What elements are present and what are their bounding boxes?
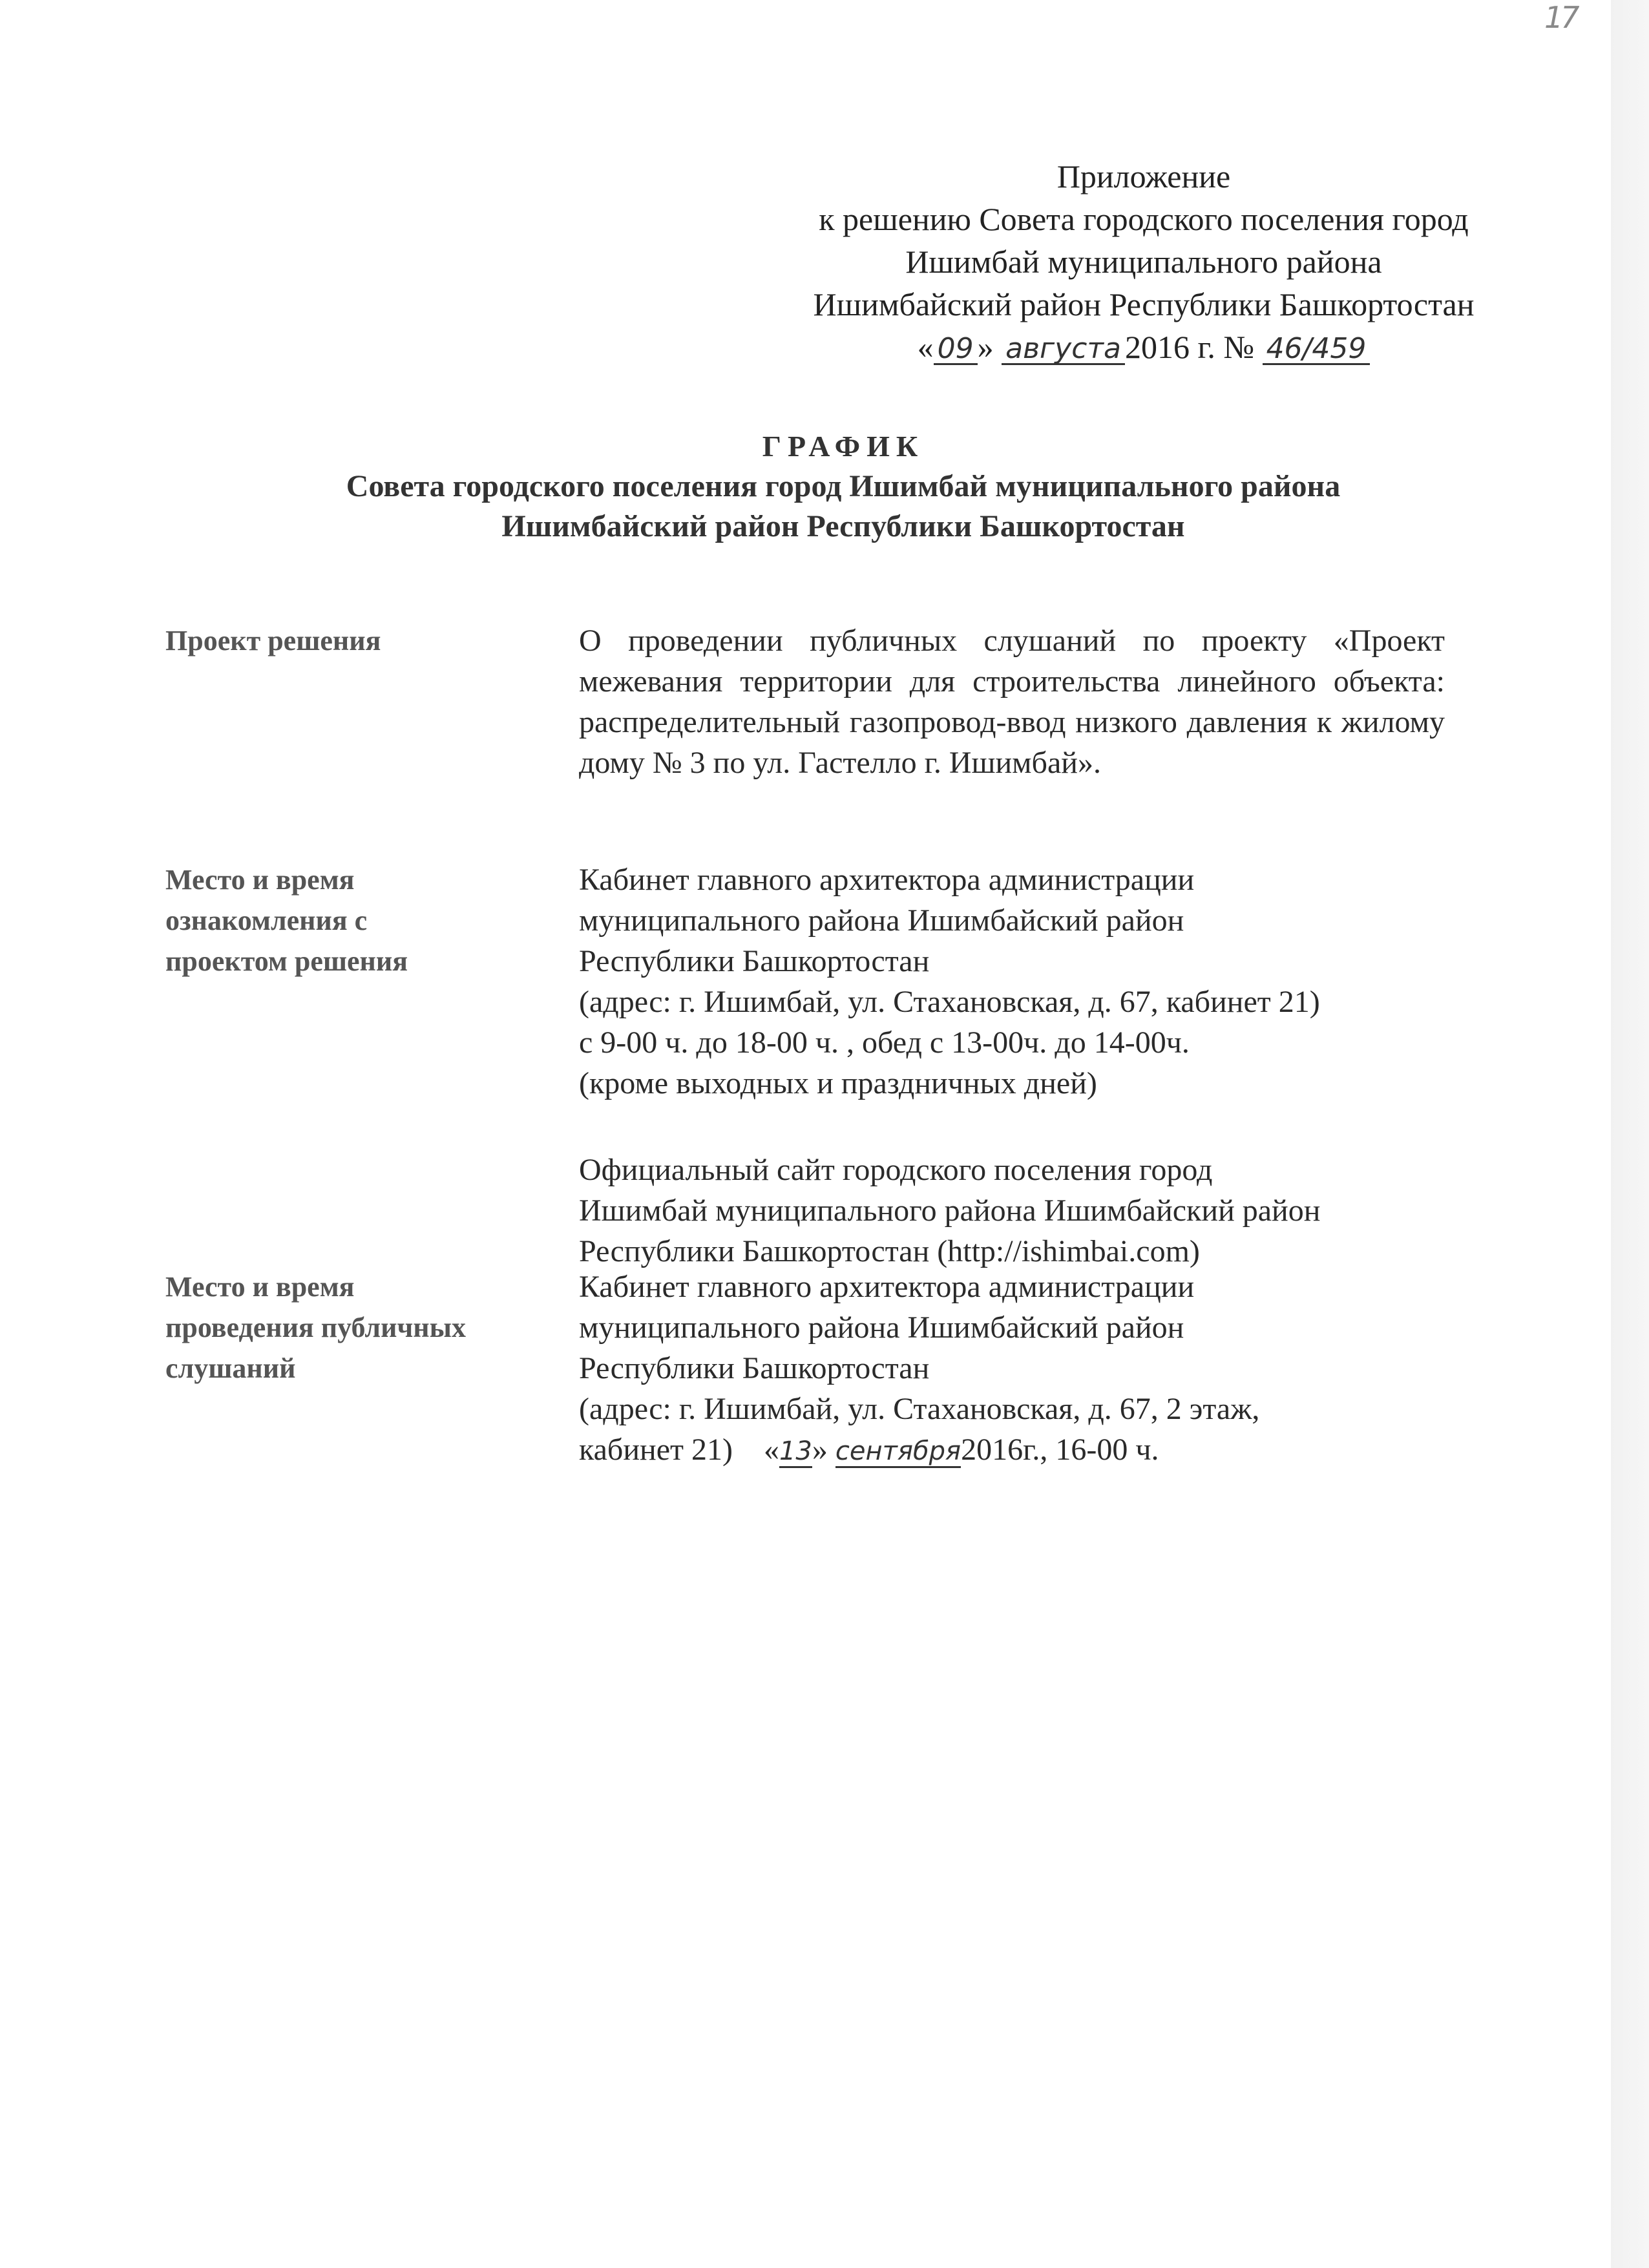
value-line: с 9-00 ч. до 18-00 ч. , обед с 13-00ч. до 14-00ч. bbox=[579, 1025, 1190, 1060]
hearing-year-time: 2016г., 16-00 ч. bbox=[961, 1433, 1159, 1467]
quote-close: » bbox=[977, 329, 994, 365]
row-label bbox=[165, 1266, 553, 1389]
document-title bbox=[213, 426, 1473, 547]
label-line: проведения публичных bbox=[165, 1312, 466, 1343]
handwritten-page-number: 17 bbox=[1544, 0, 1577, 35]
appendix-header bbox=[756, 155, 1531, 368]
hearing-date-line bbox=[579, 1429, 1445, 1472]
handwritten-hearing-day: 13 bbox=[779, 1436, 812, 1468]
handwritten-month: августа bbox=[1002, 335, 1125, 365]
scan-edge bbox=[1611, 0, 1649, 2268]
title-sub-line: Ишимбайский район Республики Башкортостан bbox=[501, 509, 1185, 543]
decision-date bbox=[756, 326, 1531, 368]
value-line: Официальный сайт городского поселения город bbox=[579, 1153, 1213, 1187]
value-line: Республики Башкортостан bbox=[579, 944, 930, 978]
label-line: ознакомления с bbox=[165, 905, 368, 936]
label-line: Место и время bbox=[165, 1271, 355, 1303]
label-line: Место и время bbox=[165, 864, 355, 896]
row-value bbox=[579, 859, 1445, 1272]
handwritten-day: 09 bbox=[934, 335, 978, 365]
label-line: слушаний bbox=[165, 1352, 296, 1384]
row-value bbox=[579, 1266, 1445, 1472]
row-label bbox=[165, 859, 553, 982]
appendix-line: к решению Совета городского поселения город bbox=[819, 201, 1469, 237]
website-line[interactable]: Республики Башкортостан (http://ishimbai.com) bbox=[579, 1234, 1200, 1268]
appendix-line: Ишимбайский район Республики Башкортостан bbox=[813, 286, 1475, 322]
value-line: Кабинет главного архитектора администрации bbox=[579, 863, 1195, 897]
appendix-line: Ишимбай муниципального района bbox=[905, 244, 1382, 280]
value-line: муниципального района Ишимбайский район bbox=[579, 903, 1184, 938]
spacer bbox=[579, 1104, 1445, 1144]
quote-open: « bbox=[917, 329, 934, 365]
row-value: О проведении публичных слушаний по проекту «Проект межевания территории для строительства линейного объекта: распределительный газопровод-ввод низкого давления к жилому дому № 3 по ул. Гастелло г. Ишимбай». bbox=[579, 624, 1445, 780]
appendix-title: Приложение bbox=[1056, 158, 1231, 194]
value-line: (кроме выходных и праздничных дней) bbox=[579, 1066, 1097, 1100]
handwritten-hearing-month: сентября bbox=[835, 1436, 961, 1468]
title-sub-line: Совета городского поселения город Ишимбай муниципального района bbox=[346, 469, 1341, 503]
title-main: ГРАФИК bbox=[762, 430, 925, 463]
value-line: (адрес: г. Ишимбай, ул. Стахановская, д. 67, кабинет 21) bbox=[579, 985, 1320, 1019]
date-year: 2016 г. № bbox=[1124, 329, 1255, 365]
value-line: Ишимбай муниципального района Ишимбайский район bbox=[579, 1193, 1321, 1228]
label-line: проектом решения bbox=[165, 945, 408, 977]
value-line: (адрес: г. Ишимбай, ул. Стахановская, д. 67, 2 этаж, bbox=[579, 1392, 1260, 1426]
value-line: муниципального района Ишимбайский район bbox=[579, 1310, 1184, 1345]
value-line: Республики Башкортостан bbox=[579, 1351, 930, 1385]
office-text: кабинет 21) « bbox=[579, 1433, 779, 1467]
handwritten-decision-number: 46/459 bbox=[1263, 335, 1371, 365]
quote-close: » bbox=[812, 1433, 828, 1467]
value-line: Кабинет главного архитектора администрации bbox=[579, 1270, 1195, 1304]
row-label: Проект решения bbox=[165, 625, 381, 656]
